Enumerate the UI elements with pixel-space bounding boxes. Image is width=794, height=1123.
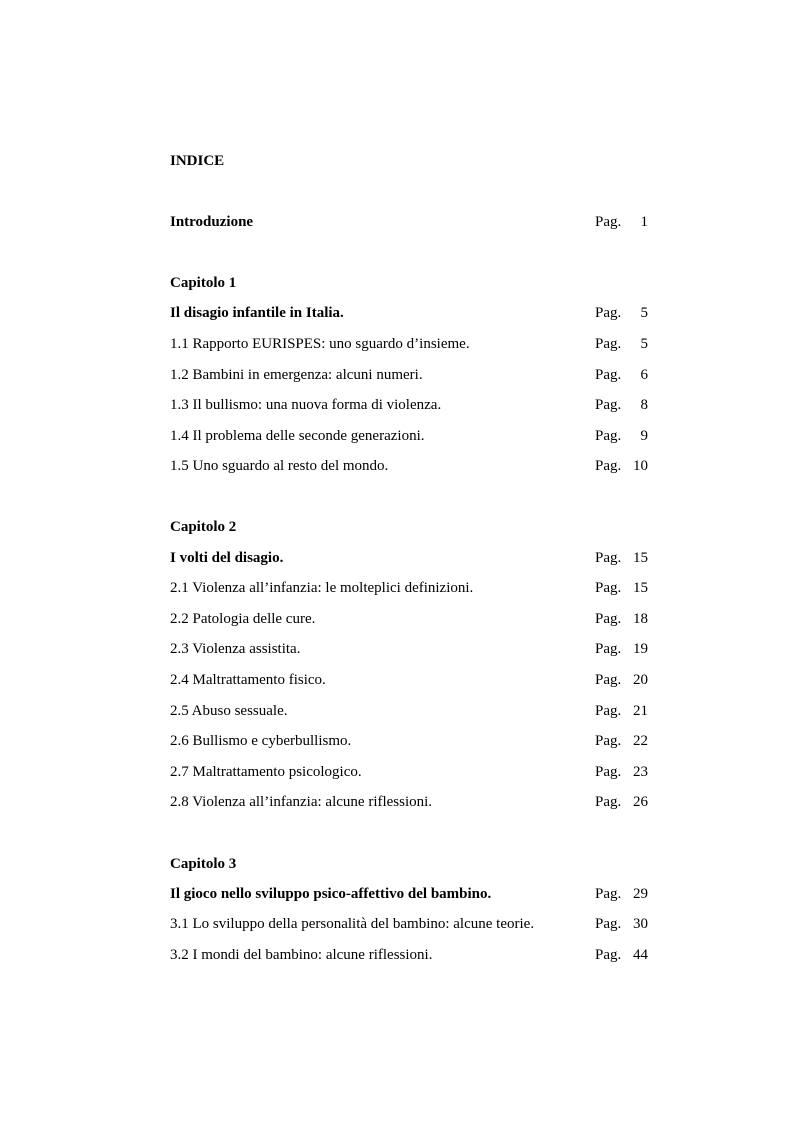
toc-entry-label: 1.1 Rapporto EURISPES: uno sguardo d’insieme. bbox=[170, 336, 470, 352]
toc-page-prefix: Pag. bbox=[595, 764, 622, 780]
toc-entry-label: I volti del disagio. bbox=[170, 550, 284, 566]
toc-entry-chapter-title[interactable] bbox=[170, 884, 648, 904]
toc-entry-label: 2.8 Violenza all’infanzia: alcune riflessioni. bbox=[170, 794, 433, 810]
toc-page-prefix: Pag. bbox=[595, 916, 622, 932]
toc-page-prefix: Pag. bbox=[595, 550, 622, 566]
toc-entry-label: 2.6 Bullismo e cyberbullismo. bbox=[170, 733, 352, 749]
toc-page-number: 1 bbox=[640, 214, 648, 230]
toc-entry-chapter-title[interactable] bbox=[170, 303, 648, 323]
toc-entry-label: 1.5 Uno sguardo al resto del mondo. bbox=[170, 458, 389, 474]
toc-page-prefix: Pag. bbox=[595, 672, 622, 688]
toc-entry-label: Introduzione bbox=[170, 214, 254, 230]
toc-page-prefix: Pag. bbox=[595, 305, 622, 321]
toc-page-prefix: Pag. bbox=[595, 214, 622, 230]
toc-entry-label: 3.2 I mondi del bambino: alcune riflessioni. bbox=[170, 947, 433, 963]
toc-entry-section[interactable] bbox=[170, 792, 648, 812]
toc-entry-section[interactable] bbox=[170, 395, 648, 415]
toc-entry-chapter-title[interactable] bbox=[170, 548, 648, 568]
toc-entry-section[interactable] bbox=[170, 701, 648, 721]
toc-entry-label: 1.3 Il bullismo: una nuova forma di violenza. bbox=[170, 397, 442, 413]
chapter-heading: Capitolo 2 bbox=[170, 519, 237, 535]
toc-page-prefix: Pag. bbox=[595, 580, 622, 596]
chapter-heading: Capitolo 3 bbox=[170, 856, 237, 872]
toc-entry-label: Il gioco nello sviluppo psico-affettivo del bambino. bbox=[170, 886, 492, 902]
toc-page-number: 6 bbox=[640, 367, 648, 383]
toc-page-number: 9 bbox=[640, 428, 648, 444]
toc-page-number: 5 bbox=[640, 336, 648, 352]
toc-entry-section[interactable] bbox=[170, 456, 648, 476]
toc-page-prefix: Pag. bbox=[595, 794, 622, 810]
toc-page-prefix: Pag. bbox=[595, 611, 622, 627]
toc-entry-label: Il disagio infantile in Italia. bbox=[170, 305, 344, 321]
toc-page-prefix: Pag. bbox=[595, 947, 622, 963]
toc-entry-section[interactable] bbox=[170, 578, 648, 598]
toc-page-number: 18 bbox=[633, 611, 648, 627]
toc-page-prefix: Pag. bbox=[595, 886, 622, 902]
toc-entry-section[interactable] bbox=[170, 914, 648, 934]
toc-entry-label: 2.4 Maltrattamento fisico. bbox=[170, 672, 326, 688]
toc-page-number: 19 bbox=[633, 641, 648, 657]
toc-entry-label: 1.2 Bambini in emergenza: alcuni numeri. bbox=[170, 367, 423, 383]
toc-page-number: 44 bbox=[633, 947, 648, 963]
toc-entry-section[interactable] bbox=[170, 670, 648, 690]
chapter-heading: Capitolo 1 bbox=[170, 275, 237, 291]
toc-entry-section[interactable] bbox=[170, 365, 648, 385]
toc-entry-label: 2.7 Maltrattamento psicologico. bbox=[170, 764, 362, 780]
toc-page-number: 26 bbox=[633, 794, 648, 810]
toc-entry-section[interactable] bbox=[170, 334, 648, 354]
toc-page-prefix: Pag. bbox=[595, 367, 622, 383]
toc-page-number: 23 bbox=[633, 764, 648, 780]
toc-page-prefix: Pag. bbox=[595, 703, 622, 719]
toc-entry-section[interactable] bbox=[170, 945, 648, 965]
page-title: INDICE bbox=[170, 153, 225, 169]
toc-page-number: 15 bbox=[633, 580, 648, 596]
toc-page-number: 29 bbox=[633, 886, 648, 902]
toc-page-number: 15 bbox=[633, 550, 648, 566]
toc-entry-label: 3.1 Lo sviluppo della personalità del bambino: alcune teorie. bbox=[170, 916, 535, 932]
toc-page-number: 10 bbox=[633, 458, 648, 474]
toc-entry-section[interactable] bbox=[170, 426, 648, 446]
toc-page-prefix: Pag. bbox=[595, 336, 622, 352]
toc-page-prefix: Pag. bbox=[595, 641, 622, 657]
toc-page-prefix: Pag. bbox=[595, 733, 622, 749]
toc-entry-section[interactable] bbox=[170, 762, 648, 782]
toc-page-number: 21 bbox=[633, 703, 648, 719]
toc-entry-label: 2.1 Violenza all’infanzia: le molteplici definizioni. bbox=[170, 580, 474, 596]
toc-page-number: 22 bbox=[633, 733, 648, 749]
toc-entry-introduction[interactable] bbox=[170, 212, 648, 232]
toc-page-prefix: Pag. bbox=[595, 458, 622, 474]
toc-page-number: 30 bbox=[633, 916, 648, 932]
toc-entry-label: 2.2 Patologia delle cure. bbox=[170, 611, 316, 627]
toc-page-number: 8 bbox=[640, 397, 648, 413]
toc-page-number: 20 bbox=[633, 672, 648, 688]
toc-entry-section[interactable] bbox=[170, 609, 648, 629]
toc-page-number: 5 bbox=[640, 305, 648, 321]
toc-entry-section[interactable] bbox=[170, 731, 648, 751]
toc-page-prefix: Pag. bbox=[595, 428, 622, 444]
toc-entry-label: 2.3 Violenza assistita. bbox=[170, 641, 301, 657]
toc-page-prefix: Pag. bbox=[595, 397, 622, 413]
toc-entry-label: 2.5 Abuso sessuale. bbox=[170, 703, 288, 719]
toc-entry-section[interactable] bbox=[170, 639, 648, 659]
toc-entry-label: 1.4 Il problema delle seconde generazioni. bbox=[170, 428, 425, 444]
